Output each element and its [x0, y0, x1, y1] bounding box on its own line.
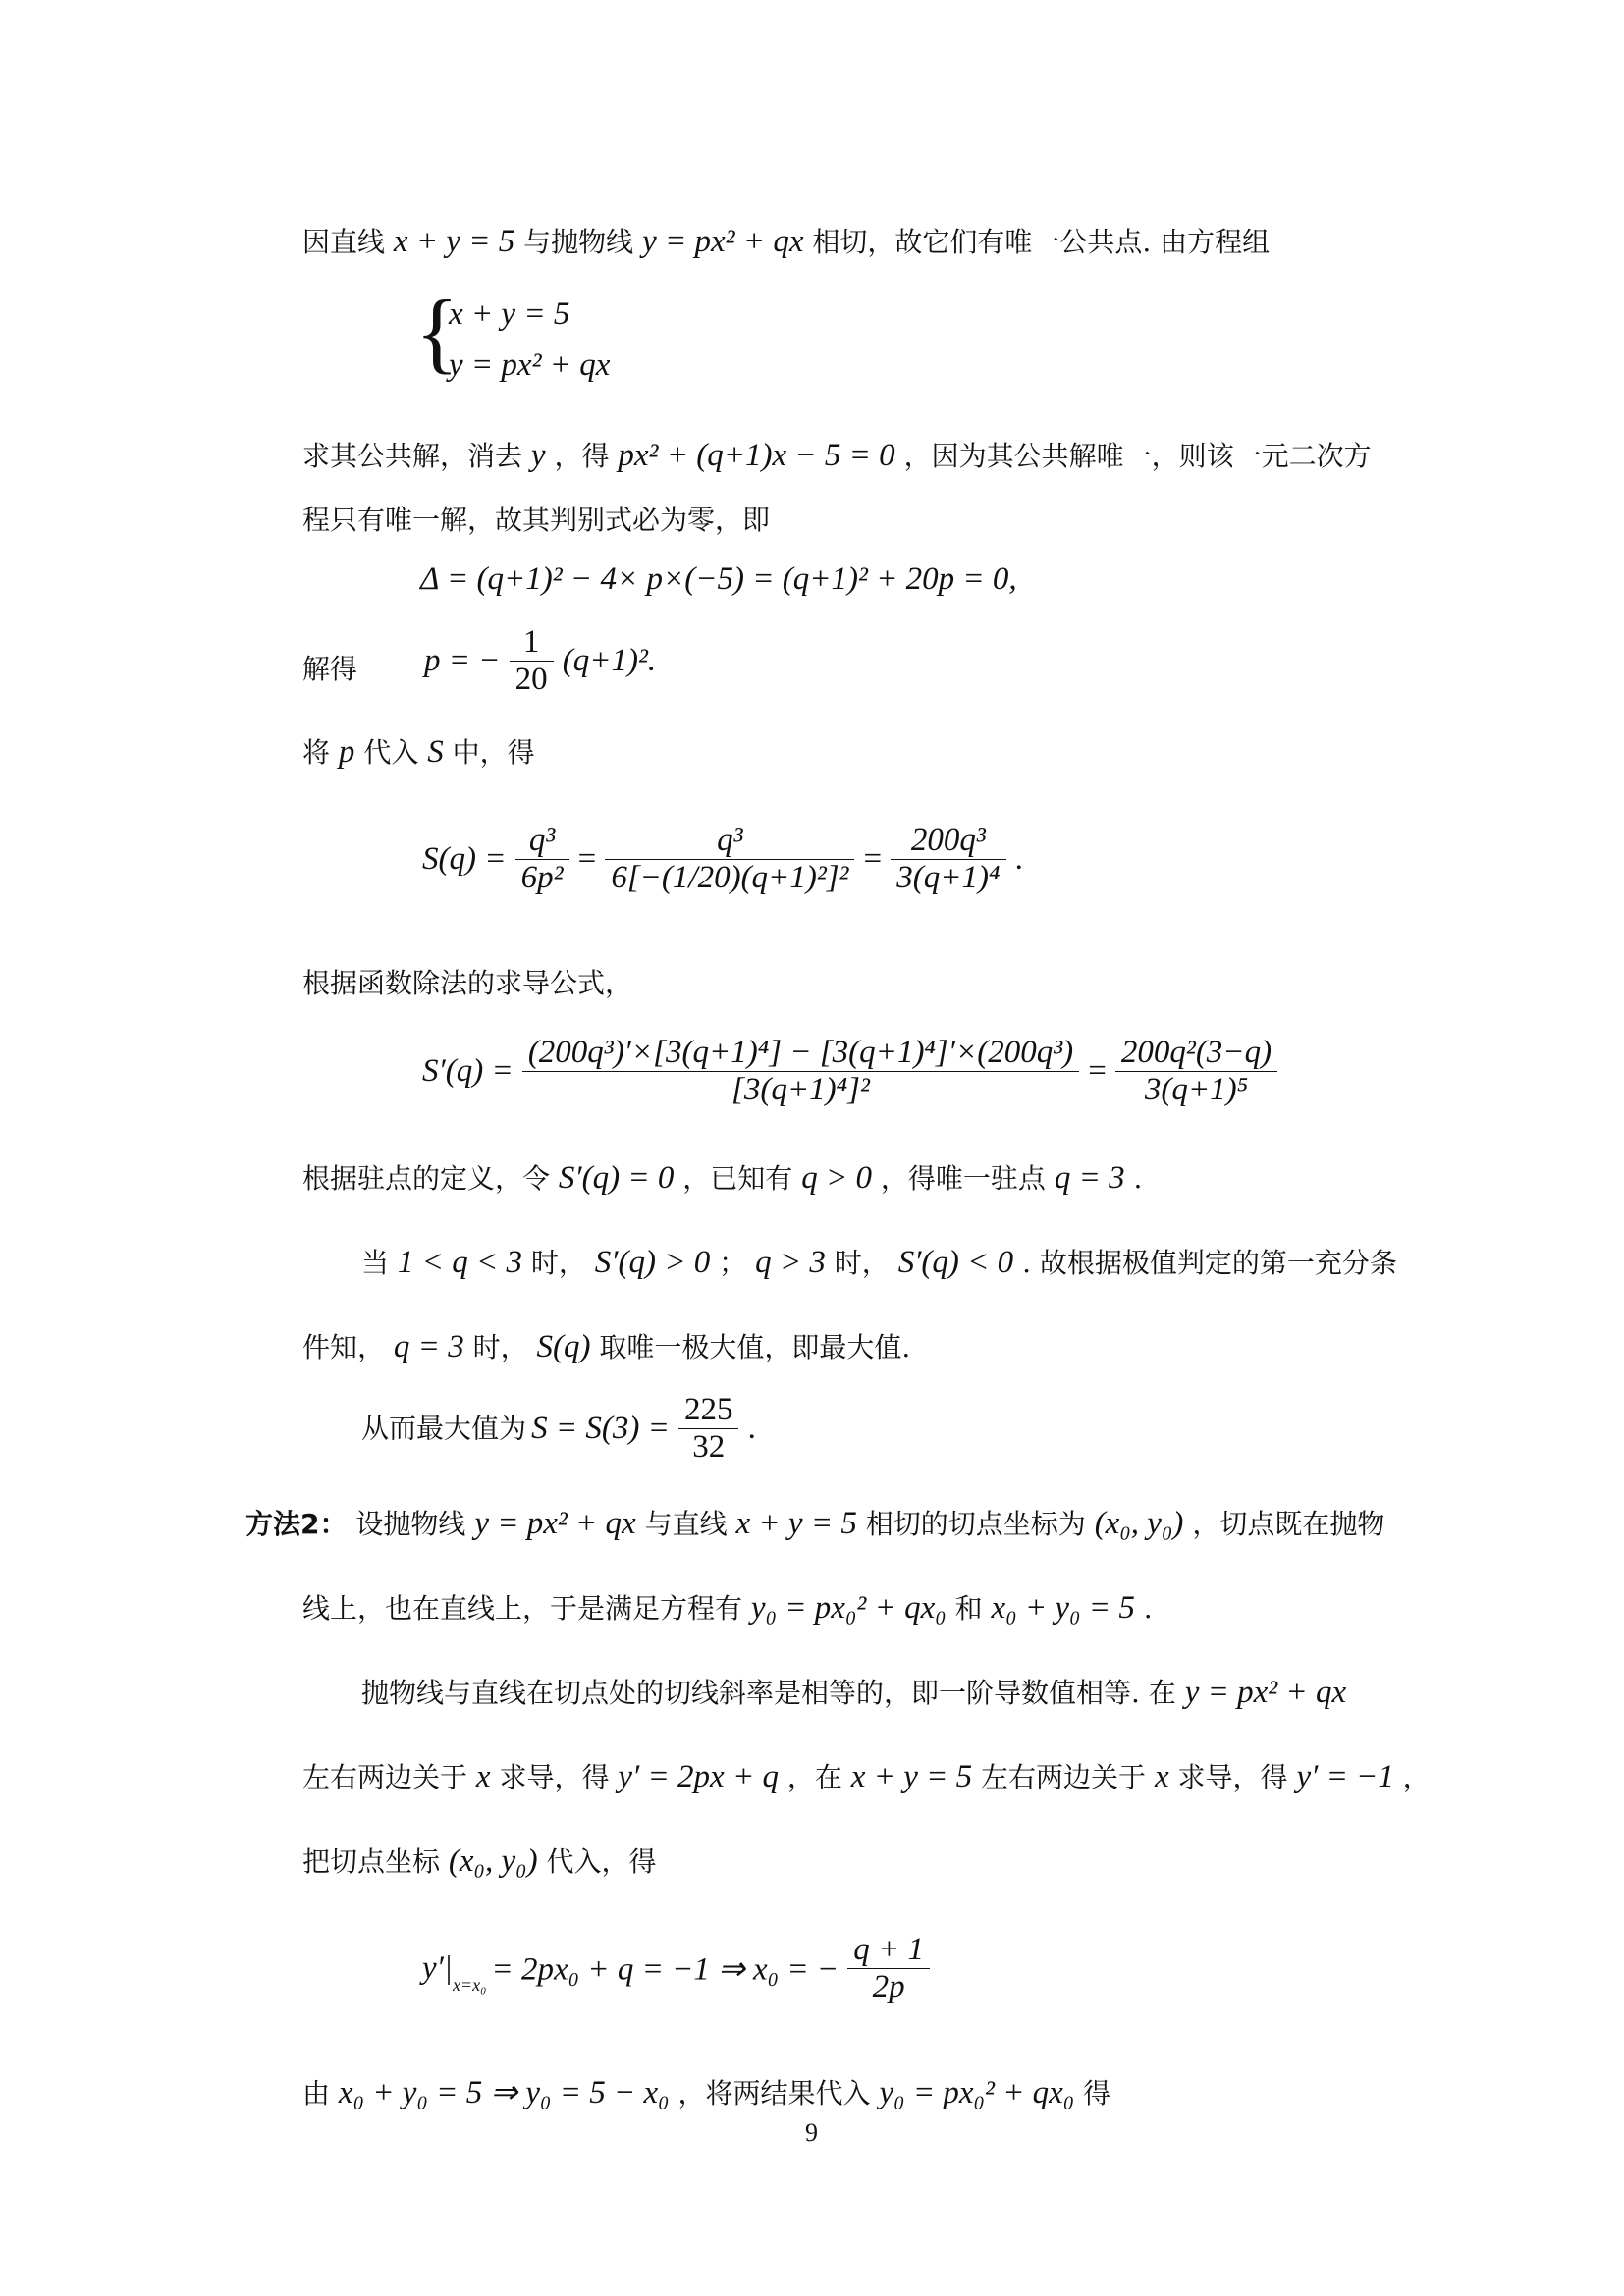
- text: 将: [302, 736, 331, 769]
- equation: x₀ + y₀ = 5: [991, 1590, 1135, 1626]
- text: ，因为其公共解唯一，则该一元二次方: [903, 440, 1372, 472]
- text: 左右两边关于: [981, 1761, 1147, 1793]
- text: ，: [1402, 1761, 1431, 1793]
- text: 由: [302, 2077, 331, 2109]
- numerator: q + 1: [853, 1932, 925, 1967]
- numerator: 200q²(3−q): [1120, 1035, 1272, 1070]
- text: 抛物线与直线在切点处的切线斜率是相等的，即一阶导数值相等. 在: [361, 1677, 1176, 1709]
- text: 时，: [472, 1331, 528, 1363]
- text: 件知，: [302, 1331, 386, 1363]
- text: .: [747, 1411, 756, 1446]
- variable: y: [530, 438, 546, 473]
- equation: y = px² + qx: [1184, 1675, 1347, 1710]
- solution-p: [424, 624, 656, 698]
- fraction: [1115, 1035, 1277, 1108]
- text: =: [863, 841, 883, 877]
- denominator: 6[−(1/20)(q+1)²]²: [605, 859, 854, 896]
- equation: S(q): [536, 1329, 591, 1364]
- subscript: x=x₀: [452, 1975, 487, 1996]
- text: .: [1133, 1162, 1143, 1195]
- equation: y = px² + qx: [642, 224, 804, 259]
- text: 取唯一极大值，即最大值.: [599, 1331, 911, 1363]
- text: = 2px₀ + q = −1 ⇒ x₀ = −: [491, 1951, 839, 1988]
- discriminant-equation: Δ = (q+1)² − 4× p×(−5) = (q+1)² + 20p = 0,: [420, 561, 1017, 597]
- denominator: 20: [510, 661, 554, 698]
- text: S(q) =: [422, 841, 507, 877]
- equation: y₀ = px₀² + qx₀: [750, 1590, 947, 1626]
- equation: x + y = 5: [393, 224, 515, 259]
- text: .: [1143, 1592, 1153, 1625]
- numerator: 225: [683, 1392, 733, 1427]
- fraction: [510, 624, 554, 698]
- equation: (x₀, y₀): [1094, 1506, 1184, 1541]
- equation: q > 3: [755, 1245, 826, 1280]
- variable: p: [338, 734, 355, 770]
- text: 求导，得: [499, 1761, 610, 1793]
- text: S′(q) =: [422, 1053, 514, 1089]
- text: y′|: [422, 1950, 453, 1986]
- denominator: 6p²: [515, 859, 569, 896]
- line-19: [302, 1842, 657, 1882]
- denominator: [3(q+1)⁴]²: [522, 1071, 1079, 1108]
- fraction: [605, 823, 854, 896]
- fraction: [522, 1035, 1079, 1108]
- method-label: 方法2：: [245, 1508, 348, 1540]
- text: 线上，也在直线上，于是满足方程有: [302, 1592, 743, 1625]
- text: ，在: [786, 1761, 842, 1793]
- equation-row: y = px² + qx: [449, 347, 611, 383]
- text: 从而最大值为: [361, 1412, 527, 1445]
- fraction: [678, 1392, 739, 1466]
- text: ，得唯一驻点: [880, 1162, 1046, 1195]
- text: 左右两边关于: [302, 1761, 468, 1793]
- text: 和: [954, 1592, 983, 1625]
- denominator: 2p: [847, 1968, 930, 2005]
- line-14: [361, 1392, 756, 1466]
- fraction: [515, 823, 569, 896]
- equation: q = 3: [393, 1329, 464, 1364]
- fraction: [891, 823, 1005, 896]
- text: 与抛物线: [523, 226, 634, 258]
- equation: y′ = 2px + q: [618, 1759, 779, 1794]
- equation: q = 3: [1054, 1160, 1125, 1196]
- equation: x₀ + y₀ = 5 ⇒ y₀ = 5 − x₀: [338, 2075, 670, 2110]
- numerator: q³: [717, 823, 743, 858]
- variable: x: [1154, 1759, 1169, 1794]
- text: 把切点坐标: [302, 1845, 441, 1878]
- equation: y₀ = px₀² + qx₀: [879, 2075, 1075, 2110]
- denominator: 3(q+1)⁵: [1115, 1071, 1277, 1108]
- text: 设抛物线: [355, 1508, 466, 1540]
- line-12: [361, 1243, 1397, 1283]
- equation: y = px² + qx: [474, 1506, 636, 1541]
- line-18: [302, 1757, 1431, 1797]
- denominator: 3(q+1)⁴: [891, 859, 1005, 896]
- text: (q+1)².: [562, 643, 657, 678]
- numerator: 1: [522, 624, 540, 660]
- text: 根据驻点的定义，令: [302, 1162, 551, 1195]
- equation: (x₀, y₀): [448, 1843, 538, 1879]
- equation-row: x + y = 5: [449, 296, 570, 332]
- equation: S′(q) < 0: [897, 1245, 1014, 1280]
- equation: S′(q) > 0: [594, 1245, 711, 1280]
- denominator: 32: [678, 1428, 739, 1466]
- equation: S = S(3) =: [531, 1411, 670, 1446]
- line-7: [302, 732, 535, 773]
- line-4: 程只有唯一解，故其判别式必为零，即: [302, 504, 771, 536]
- s-equation: [422, 823, 1023, 896]
- equation: px² + (q+1)x − 5 = 0: [618, 438, 895, 473]
- equation: y′ = −1: [1296, 1759, 1394, 1794]
- tangent-equation: [422, 1932, 934, 2005]
- text: 时，: [530, 1247, 586, 1279]
- text: ，得: [554, 440, 610, 472]
- line-9: 根据函数除法的求导公式，: [302, 967, 633, 999]
- equation: S′(q) = 0: [558, 1160, 675, 1196]
- text: p = −: [424, 643, 501, 678]
- numerator: 200q³: [910, 823, 986, 858]
- text: ，将两结果代入: [677, 2077, 871, 2109]
- derivative-equation: [422, 1035, 1281, 1108]
- text: 时，: [834, 1247, 890, 1279]
- text: 中，得: [452, 736, 535, 769]
- text: ，已知有: [682, 1162, 793, 1195]
- text: 得: [1083, 2077, 1111, 2109]
- text: 当: [361, 1247, 390, 1279]
- text: 代入: [363, 736, 419, 769]
- text: 求导，得: [1177, 1761, 1288, 1793]
- line-11: [302, 1158, 1142, 1199]
- text: ，切点既在抛物: [1192, 1508, 1385, 1540]
- text: =: [1088, 1053, 1107, 1089]
- brace-symbol: {: [415, 282, 460, 382]
- text: 相切，故它们有唯一公共点. 由方程组: [812, 226, 1271, 258]
- variable: S: [427, 734, 444, 770]
- line-1: [302, 222, 1270, 262]
- line-16: [302, 1588, 1153, 1629]
- equation: x + y = 5: [850, 1759, 973, 1794]
- solve-label: 解得: [302, 653, 358, 685]
- line-13: [302, 1327, 910, 1367]
- text: 与直线: [644, 1508, 728, 1540]
- line-3: [302, 436, 1372, 476]
- text: 因直线: [302, 226, 386, 258]
- text: =: [577, 841, 597, 877]
- text: ；: [719, 1247, 747, 1279]
- text: . 故根据极值判定的第一充分条: [1022, 1247, 1397, 1279]
- line-17: [361, 1673, 1346, 1713]
- variable: x: [475, 1759, 491, 1794]
- page-number: 9: [805, 2118, 818, 2147]
- line-21: [302, 2073, 1110, 2113]
- text: 相切的切点坐标为: [865, 1508, 1086, 1540]
- text: 代入，得: [546, 1845, 657, 1878]
- text: .: [1014, 841, 1023, 877]
- equation: x + y = 5: [735, 1506, 857, 1541]
- equation: 1 < q < 3: [397, 1245, 522, 1280]
- text: 求其公共解，消去: [302, 440, 523, 472]
- fraction: [847, 1932, 930, 2005]
- numerator: (200q³)′×[3(q+1)⁴] − [3(q+1)⁴]′×(200q³): [527, 1035, 1074, 1070]
- equation: q > 0: [801, 1160, 872, 1196]
- numerator: q³: [528, 823, 556, 858]
- method-2-line: [245, 1504, 1384, 1544]
